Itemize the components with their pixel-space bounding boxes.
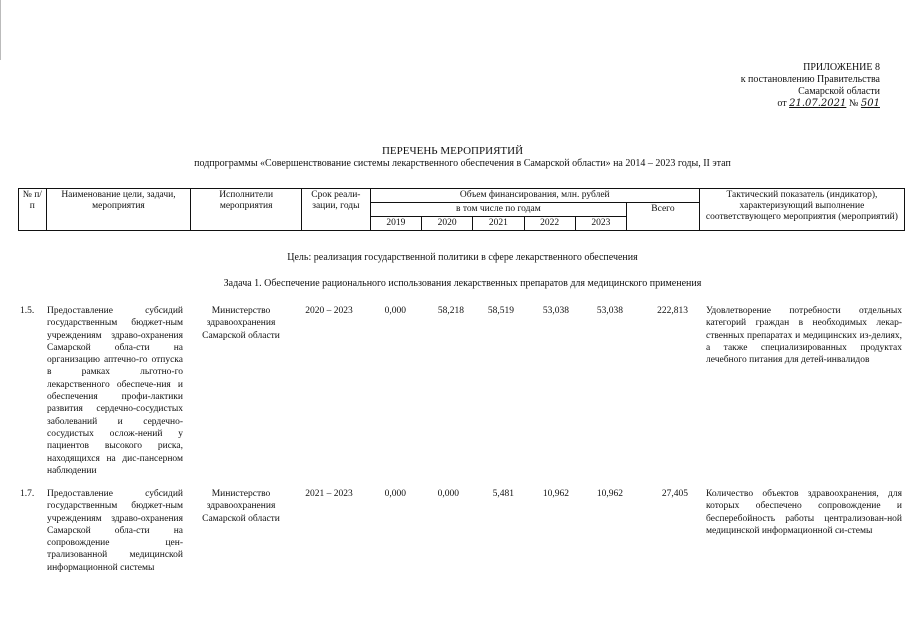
decree-date: 21.07.2021 <box>789 98 847 109</box>
row-value-2021: 5,481 <box>492 489 514 499</box>
header-by-year: в том числе по годам <box>370 203 626 217</box>
row-total: 27,405 <box>661 489 688 499</box>
row-value-2023: 53,038 <box>596 306 623 316</box>
row-executor: Министерство здравоохранения Самарской области <box>202 306 280 341</box>
row-value-2020: 0,000 <box>437 489 459 499</box>
row-value-2023: 10,962 <box>596 489 623 499</box>
row-value-2022: 10,962 <box>542 489 569 499</box>
row-value-2020: 58,218 <box>437 306 464 316</box>
header-term: Срок реали-зации, годы <box>302 189 371 231</box>
row-indicator: Удовлетворение потребности отдельных категорий граждан в необходимых лекар-ственных препаратах и медицинских из-делиях, а также специализированных продуктах лечебного питания для детей-инвалидов <box>706 306 902 366</box>
table-header <box>18 188 905 231</box>
appendix-title: ПРИЛОЖЕНИЕ 8 <box>803 62 880 73</box>
row-total: 222,813 <box>657 306 688 316</box>
header-name: Наименование цели, задачи, мероприятия <box>46 189 191 231</box>
row-term: 2020 – 2023 <box>305 306 353 316</box>
header-financing: Объем финансирования, млн. рублей <box>370 189 699 203</box>
row-indicator: Количество объектов здравоохранения, для которых обеспечено сопровождение и бесперебойность работы централизован-ной медицинской информационной си-стемы <box>706 489 902 536</box>
goal-line: Цель: реализация государственной политики в сфере лекарственного обеспечения <box>287 252 638 263</box>
header-total: Всего <box>627 203 700 231</box>
document-subtitle: подпрограммы «Совершенствование системы лекарственного обеспечения в Самарской области» на 2014 – 2023 годы, II этап <box>194 158 731 169</box>
row-name: Предоставление субсидий государственным бюджет-ным учреждениям здраво-охранения Самарской обла-сти на организацию аптечно-го отпуска в рамках льготно-го лекарственного обеспече-ния и обеспечения профи-лактики развития сердечно-сосудистых заболеваний и сердечно-сосудистых ослож-нений у пациентов высокого риска, находящихся на дис-пансерном наблюдении <box>47 306 183 476</box>
header-indicator: Тактический показатель (индикатор), характеризующий выполнение соответствующего мероприятия (мероприятий) <box>699 189 904 231</box>
row-executor: Министерство здравоохранения Самарской области <box>202 489 280 524</box>
header-executors: Исполнители мероприятия <box>191 189 302 231</box>
row-value-2022: 53,038 <box>542 306 569 316</box>
header-year-2019: 2019 <box>370 217 421 231</box>
row-number: 1.7. <box>20 489 35 499</box>
header-num: № п/п <box>19 189 47 231</box>
date-prefix: от <box>777 98 787 109</box>
header-year-2021: 2021 <box>473 217 524 231</box>
row-value-2019: 0,000 <box>384 306 406 316</box>
appendix-decree: к постановлению Правительства <box>740 74 880 85</box>
decree-number: 501 <box>860 98 880 109</box>
header-year-2023: 2023 <box>575 217 626 231</box>
row-name: Предоставление субсидий государственным бюджет-ным учреждениям здраво-охранения Самарской обла-сти на сопровождение цен-трализованной медицинской информационной системы <box>47 489 183 573</box>
scan-edge-line <box>0 0 1 60</box>
task-line: Задача 1. Обеспечение рационального использования лекарственных препаратов для медицинского применения <box>223 278 702 289</box>
row-term: 2021 – 2023 <box>305 489 353 499</box>
row-number: 1.5. <box>20 306 35 316</box>
number-prefix: № <box>848 98 859 109</box>
header-year-2022: 2022 <box>524 217 575 231</box>
header-year-2020: 2020 <box>421 217 472 231</box>
document-title: ПЕРЕЧЕНЬ МЕРОПРИЯТИЙ <box>381 145 524 157</box>
row-value-2019: 0,000 <box>384 489 406 499</box>
appendix-region: Самарской области <box>798 86 880 97</box>
row-value-2021: 58,519 <box>487 306 514 316</box>
appendix-block <box>700 62 880 110</box>
appendix-date-line <box>700 98 880 110</box>
